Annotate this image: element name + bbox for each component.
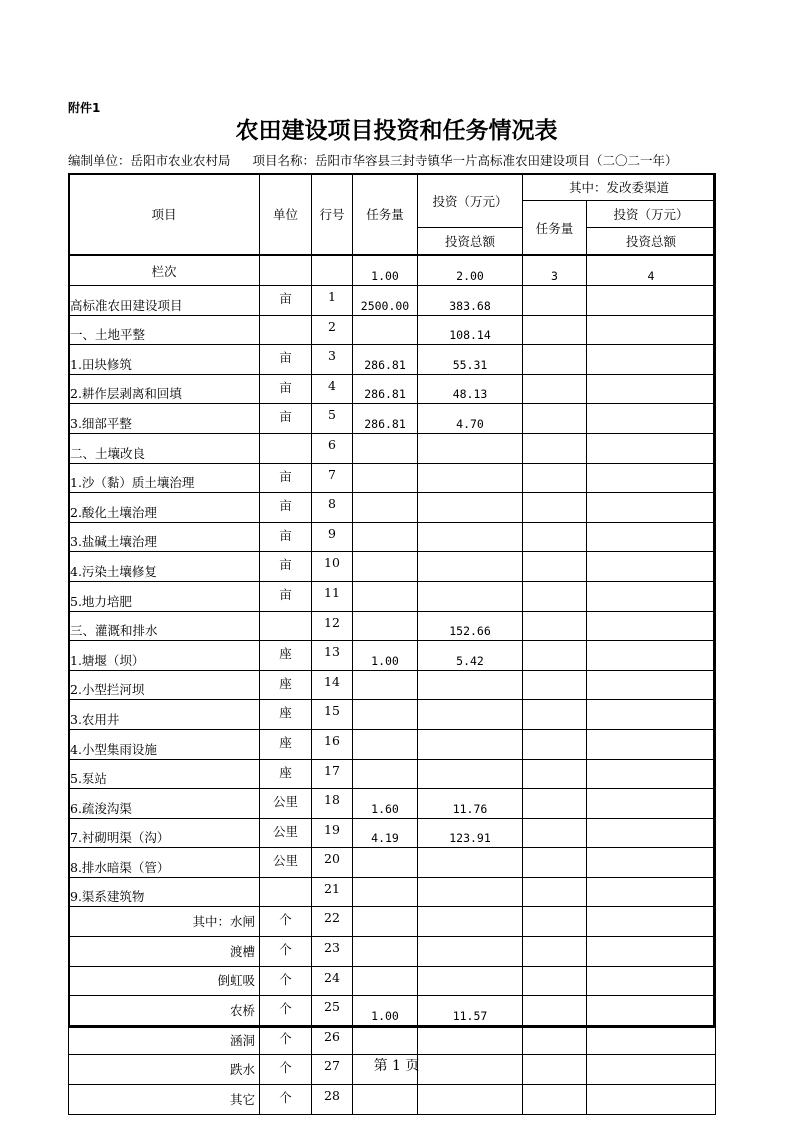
row-investment: 48.13 xyxy=(418,374,523,404)
row-unit: 个 xyxy=(260,1055,312,1085)
row-number: 12 xyxy=(312,611,353,641)
row-number: 4 xyxy=(312,374,353,404)
document-title: 农田建设项目投资和任务情况表 xyxy=(235,117,558,144)
row-item: 高标准农田建设项目 xyxy=(69,286,260,316)
row-number: 10 xyxy=(312,552,353,582)
row-ndrc-task xyxy=(523,1025,587,1055)
row-investment: 152.66 xyxy=(418,611,523,641)
row-ndrc-task xyxy=(523,552,587,582)
row-item: 倒虹吸 xyxy=(69,966,260,996)
row-investment xyxy=(418,759,523,789)
row-unit: 个 xyxy=(260,1025,312,1055)
row-ndrc-investment xyxy=(587,345,716,375)
row-task xyxy=(353,670,418,700)
row-unit xyxy=(260,611,312,641)
header-item: 项目 xyxy=(69,174,260,256)
row-task xyxy=(353,611,418,641)
row-ndrc-investment xyxy=(587,818,716,848)
row-number: 26 xyxy=(312,1025,353,1055)
table-row xyxy=(69,315,716,345)
row-ndrc-task xyxy=(523,463,587,493)
row-number: 17 xyxy=(312,759,353,789)
row-ndrc-task xyxy=(523,345,587,375)
row-ndrc-investment xyxy=(587,1085,716,1115)
row-ndrc-task xyxy=(523,937,587,967)
row-item: 9.渠系建筑物 xyxy=(69,877,260,907)
row-task xyxy=(353,907,418,937)
row-number: 9 xyxy=(312,522,353,552)
header-ndrc-task: 任务量 xyxy=(523,201,587,256)
row-unit: 个 xyxy=(260,996,312,1026)
row-ndrc-task xyxy=(523,759,587,789)
index-row xyxy=(69,255,716,286)
row-unit: 座 xyxy=(260,641,312,671)
row-unit: 亩 xyxy=(260,552,312,582)
row-number: 23 xyxy=(312,937,353,967)
row-number: 2 xyxy=(312,315,353,345)
row-investment xyxy=(418,907,523,937)
table-row xyxy=(69,552,716,582)
row-investment xyxy=(418,463,523,493)
row-investment: 55.31 xyxy=(418,345,523,375)
row-investment xyxy=(418,581,523,611)
row-number: 8 xyxy=(312,493,353,523)
compiler-unit: 编制单位：岳阳市农业农村局 xyxy=(68,153,231,168)
row-ndrc-investment xyxy=(587,759,716,789)
row-ndrc-investment xyxy=(587,907,716,937)
row-item: 5.地力培肥 xyxy=(69,581,260,611)
page-number: 第 1 页 xyxy=(373,1058,420,1074)
row-number: 1 xyxy=(312,286,353,316)
table-row xyxy=(69,286,716,316)
header-unit: 单位 xyxy=(260,174,312,256)
row-ndrc-task xyxy=(523,818,587,848)
row-ndrc-investment xyxy=(587,374,716,404)
header-task: 任务量 xyxy=(353,174,418,256)
row-number: 15 xyxy=(312,700,353,730)
row-number: 28 xyxy=(312,1085,353,1115)
row-ndrc-task xyxy=(523,907,587,937)
table-row xyxy=(69,1025,716,1055)
row-ndrc-task xyxy=(523,286,587,316)
row-ndrc-task xyxy=(523,641,587,671)
row-item: 2.酸化土壤治理 xyxy=(69,493,260,523)
row-number: 16 xyxy=(312,729,353,759)
row-ndrc-task xyxy=(523,789,587,819)
row-ndrc-investment xyxy=(587,937,716,967)
row-ndrc-task xyxy=(523,729,587,759)
row-task xyxy=(353,433,418,463)
row-number: 5 xyxy=(312,404,353,434)
document-meta xyxy=(68,151,678,169)
row-investment: 11.57 xyxy=(418,996,523,1026)
row-ndrc-investment xyxy=(587,848,716,878)
row-task: 1.60 xyxy=(353,789,418,819)
row-unit: 个 xyxy=(260,1085,312,1115)
table-row xyxy=(69,907,716,937)
row-item: 1.沙（黏）质土壤治理 xyxy=(69,463,260,493)
row-ndrc-investment xyxy=(587,789,716,819)
row-item: 其它 xyxy=(69,1085,260,1115)
row-ndrc-investment xyxy=(587,463,716,493)
row-task xyxy=(353,493,418,523)
row-ndrc-investment xyxy=(587,996,716,1026)
index-label: 栏次 xyxy=(69,255,260,286)
row-item: 其中：水闸 xyxy=(69,907,260,937)
table-row xyxy=(69,670,716,700)
table-row xyxy=(69,611,716,641)
row-item: 3.盐碱土壤治理 xyxy=(69,522,260,552)
row-unit: 座 xyxy=(260,729,312,759)
row-task xyxy=(353,1085,418,1115)
index-ndrc-investment: 4 xyxy=(587,255,716,286)
row-investment xyxy=(418,700,523,730)
row-ndrc-task xyxy=(523,433,587,463)
row-ndrc-investment xyxy=(587,315,716,345)
row-unit: 亩 xyxy=(260,581,312,611)
table-row xyxy=(69,789,716,819)
row-item: 3.农用井 xyxy=(69,700,260,730)
row-task xyxy=(353,315,418,345)
row-investment: 5.42 xyxy=(418,641,523,671)
table-row xyxy=(69,877,716,907)
row-ndrc-task xyxy=(523,611,587,641)
row-task: 286.81 xyxy=(353,374,418,404)
row-ndrc-investment xyxy=(587,552,716,582)
row-ndrc-task xyxy=(523,581,587,611)
row-item: 4.污染土壤修复 xyxy=(69,552,260,582)
row-unit: 亩 xyxy=(260,345,312,375)
investment-table xyxy=(68,173,716,1115)
row-number: 6 xyxy=(312,433,353,463)
row-item: 农桥 xyxy=(69,996,260,1026)
row-ndrc-investment xyxy=(587,641,716,671)
row-number: 3 xyxy=(312,345,353,375)
index-investment: 2.00 xyxy=(418,255,523,286)
table-row xyxy=(69,374,716,404)
table-row xyxy=(69,641,716,671)
row-task: 286.81 xyxy=(353,404,418,434)
row-item: 7.衬砌明渠（沟） xyxy=(69,818,260,848)
row-task: 4.19 xyxy=(353,818,418,848)
table-row xyxy=(69,493,716,523)
row-item: 渡槽 xyxy=(69,937,260,967)
row-ndrc-investment xyxy=(587,729,716,759)
row-ndrc-investment xyxy=(587,404,716,434)
row-item: 2.耕作层剥离和回填 xyxy=(69,374,260,404)
row-unit: 座 xyxy=(260,759,312,789)
row-task xyxy=(353,463,418,493)
row-ndrc-investment xyxy=(587,877,716,907)
table-row xyxy=(69,966,716,996)
row-task xyxy=(353,522,418,552)
row-investment: 11.76 xyxy=(418,789,523,819)
row-ndrc-task xyxy=(523,404,587,434)
table-row xyxy=(69,404,716,434)
row-item: 4.小型集雨设施 xyxy=(69,729,260,759)
row-task xyxy=(353,700,418,730)
table-row xyxy=(69,996,716,1026)
row-ndrc-investment xyxy=(587,433,716,463)
row-ndrc-task xyxy=(523,966,587,996)
row-task: 1.00 xyxy=(353,996,418,1026)
row-task xyxy=(353,848,418,878)
row-number: 25 xyxy=(312,996,353,1026)
row-investment: 383.68 xyxy=(418,286,523,316)
row-item: 一、土地平整 xyxy=(69,315,260,345)
project-name: 项目名称：岳阳市华容县三封寺镇华一片高标准农田建设项目（二〇二一年） xyxy=(252,153,678,168)
table-row xyxy=(69,522,716,552)
row-number: 19 xyxy=(312,818,353,848)
row-unit: 亩 xyxy=(260,374,312,404)
row-number: 14 xyxy=(312,670,353,700)
attachment-label: 附件1 xyxy=(68,101,101,115)
row-item: 5.泵站 xyxy=(69,759,260,789)
row-ndrc-investment xyxy=(587,522,716,552)
row-task xyxy=(353,1025,418,1055)
row-item: 涵洞 xyxy=(69,1025,260,1055)
row-unit xyxy=(260,877,312,907)
row-investment xyxy=(418,670,523,700)
row-ndrc-task xyxy=(523,1085,587,1115)
header-row-no: 行号 xyxy=(312,174,353,256)
row-ndrc-investment xyxy=(587,966,716,996)
row-investment xyxy=(418,729,523,759)
row-number: 24 xyxy=(312,966,353,996)
row-item: 跌水 xyxy=(69,1055,260,1085)
row-investment xyxy=(418,522,523,552)
row-unit: 公里 xyxy=(260,789,312,819)
row-ndrc-task xyxy=(523,374,587,404)
row-ndrc-investment xyxy=(587,581,716,611)
table-row xyxy=(69,700,716,730)
row-unit: 亩 xyxy=(260,493,312,523)
header-ndrc: 其中：发改委渠道 xyxy=(523,174,716,201)
row-task: 286.81 xyxy=(353,345,418,375)
table-row xyxy=(69,581,716,611)
row-unit: 个 xyxy=(260,907,312,937)
table-row xyxy=(69,848,716,878)
row-item: 二、土壤改良 xyxy=(69,433,260,463)
row-ndrc-task xyxy=(523,877,587,907)
row-unit: 亩 xyxy=(260,522,312,552)
row-number: 18 xyxy=(312,789,353,819)
row-unit: 公里 xyxy=(260,818,312,848)
row-task: 2500.00 xyxy=(353,286,418,316)
row-task xyxy=(353,759,418,789)
table-row xyxy=(69,818,716,848)
row-item: 1.塘堰（坝） xyxy=(69,641,260,671)
row-number: 27 xyxy=(312,1055,353,1085)
row-ndrc-investment xyxy=(587,611,716,641)
row-investment xyxy=(418,493,523,523)
row-item: 6.疏浚沟渠 xyxy=(69,789,260,819)
row-item: 8.排水暗渠（管） xyxy=(69,848,260,878)
table-row xyxy=(69,729,716,759)
row-ndrc-task xyxy=(523,315,587,345)
row-investment: 108.14 xyxy=(418,315,523,345)
header-investment: 投资（万元） xyxy=(418,174,523,228)
row-task xyxy=(353,581,418,611)
row-investment xyxy=(418,1025,523,1055)
row-number: 7 xyxy=(312,463,353,493)
table-row xyxy=(69,937,716,967)
row-ndrc-task xyxy=(523,996,587,1026)
row-unit: 公里 xyxy=(260,848,312,878)
row-investment xyxy=(418,937,523,967)
row-item: 2.小型拦河坝 xyxy=(69,670,260,700)
table-row xyxy=(69,759,716,789)
header-investment-total: 投资总额 xyxy=(418,228,523,256)
row-unit xyxy=(260,433,312,463)
index-ndrc-task: 3 xyxy=(523,255,587,286)
table-row xyxy=(69,433,716,463)
row-number: 11 xyxy=(312,581,353,611)
row-investment xyxy=(418,877,523,907)
row-ndrc-task xyxy=(523,670,587,700)
row-number: 21 xyxy=(312,877,353,907)
row-investment: 4.70 xyxy=(418,404,523,434)
row-number: 20 xyxy=(312,848,353,878)
row-unit xyxy=(260,315,312,345)
row-investment xyxy=(418,552,523,582)
row-task xyxy=(353,729,418,759)
row-ndrc-investment xyxy=(587,493,716,523)
index-task: 1.00 xyxy=(353,255,418,286)
row-task: 1.00 xyxy=(353,641,418,671)
row-number: 13 xyxy=(312,641,353,671)
row-ndrc-investment xyxy=(587,1025,716,1055)
row-unit: 个 xyxy=(260,966,312,996)
row-ndrc-investment xyxy=(587,700,716,730)
row-ndrc-task xyxy=(523,848,587,878)
row-item: 1.田块修筑 xyxy=(69,345,260,375)
row-number: 22 xyxy=(312,907,353,937)
row-ndrc-task xyxy=(523,522,587,552)
row-ndrc-investment xyxy=(587,286,716,316)
row-unit: 个 xyxy=(260,937,312,967)
row-ndrc-task xyxy=(523,700,587,730)
row-item: 3.细部平整 xyxy=(69,404,260,434)
row-ndrc-task xyxy=(523,493,587,523)
row-investment xyxy=(418,966,523,996)
row-unit: 亩 xyxy=(260,404,312,434)
table-row xyxy=(69,345,716,375)
row-task xyxy=(353,877,418,907)
row-investment xyxy=(418,433,523,463)
row-unit: 亩 xyxy=(260,286,312,316)
row-unit: 座 xyxy=(260,700,312,730)
row-task xyxy=(353,552,418,582)
row-investment xyxy=(418,848,523,878)
row-item: 三、灌溉和排水 xyxy=(69,611,260,641)
row-investment: 123.91 xyxy=(418,818,523,848)
table-row xyxy=(69,1085,716,1115)
table-row xyxy=(69,463,716,493)
row-unit: 亩 xyxy=(260,463,312,493)
row-task xyxy=(353,966,418,996)
header-ndrc-investment-total: 投资总额 xyxy=(587,228,716,256)
header-ndrc-investment: 投资（万元） xyxy=(587,201,716,228)
row-ndrc-investment xyxy=(587,670,716,700)
row-unit: 座 xyxy=(260,670,312,700)
row-investment xyxy=(418,1085,523,1115)
row-task xyxy=(353,937,418,967)
